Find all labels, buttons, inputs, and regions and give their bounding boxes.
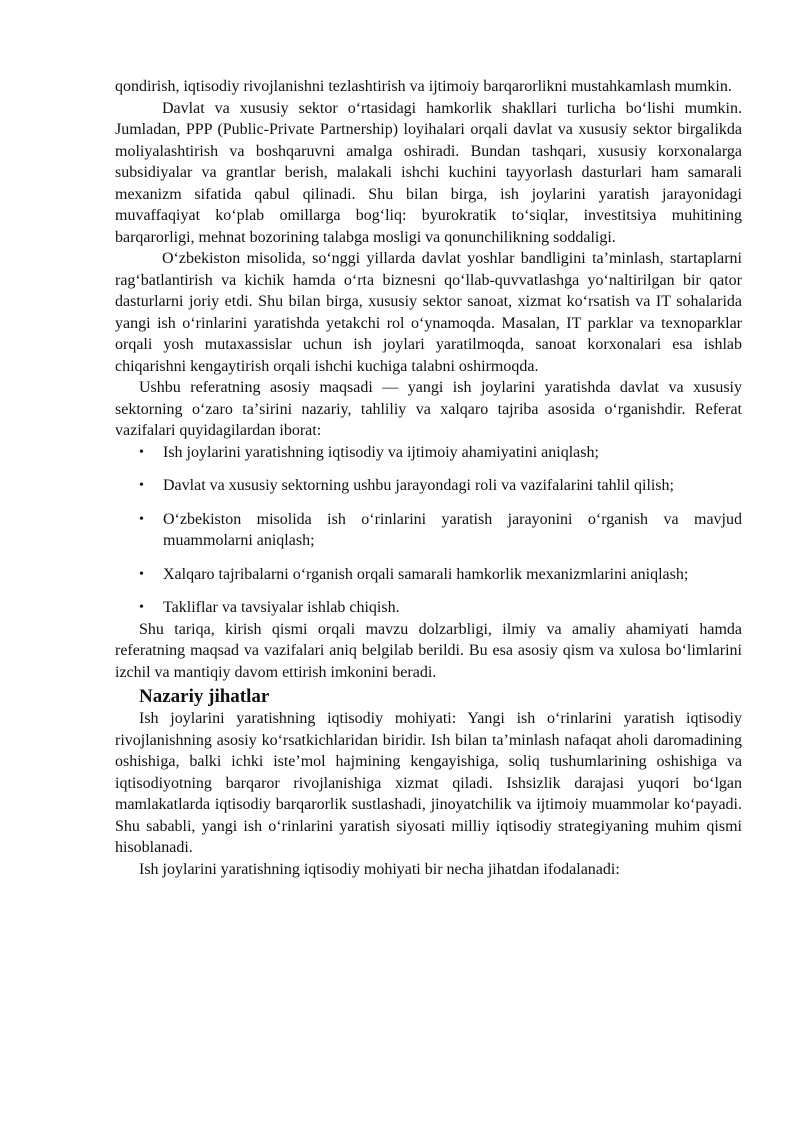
list-item [115,475,742,497]
paragraph-aspects-lead: Ish joylarini yaratishning iqtisodiy mohiyati bir necha jihatdan ifodalanadi: [139,860,620,878]
task-list [115,442,742,619]
paragraph-intro-summary: Shu tariqa, kirish qismi orqali mavzu dolzarbligi, ilmiy va amaliy ahamiyati hamda referatning maqsad va vazifalari aniq belgilab berildi. Bu esa asosiy qism va xulosa boʻlimlarini izchil va mantiqiy davom ettirish imkonini beradi. [115,620,742,681]
list-item [115,509,742,552]
document-page [115,76,742,880]
list-item-text: Ish joylarini yaratishning iqtisodiy va ijtimoiy ahamiyatini aniqlash; [163,443,599,461]
list-item-text: Oʻzbekiston misolida ish oʻrinlarini yaratish jarayonini oʻrganish va mavjud muammolarni aniqlash; [163,510,742,549]
list-item [115,564,742,586]
bullet-icon: • [139,511,144,527]
section-heading: Nazariy jihatlar [139,686,270,707]
bullet-icon: • [139,566,144,582]
list-item-text: Davlat va xususiy sektorning ushbu jarayondagi roli va vazifalarini tahlil qilish; [163,477,674,494]
list-item-text: Takliflar va tavsiyalar ishlab chiqish. [163,599,400,616]
bullet-icon: • [139,478,144,493]
bullet-icon: • [139,600,144,615]
paragraph-economic-essence: Ish joylarini yaratishning iqtisodiy mohiyati: Yangi ish oʻrinlarini yaratish iqtisodiy rivojlanishning asosiy koʻrsatkichlaridan biridir. Ish bilan taʼminlash nafaqat aholi daromadining oshishiga, balki ichki isteʼmol hajmining kengayishiga, soliq tushumlarining oshishiga va iqtisodiyotning barqaror rivojlanishiga xizmat qiladi. Ishsizlik darajasi yuqori boʻlgan mamlakatlarda iqtisodiy barqarorlik sustlashadi, jinoyatchilik va ijtimoiy muammolar koʻpayadi. Shu sababli, yangi ish oʻrinlarini yaratish siyosati milliy iqtisodiy strategiyaning muhim qismi hisoblanadi. [115,710,742,856]
paragraph-partnership-forms: Davlat va xususiy sektor oʻrtasidagi hamkorlik shakllari turlicha boʻlishi mumkin. Jumladan, PPP (Public-Private Partnership) loyihalari orqali davlat va xususiy sektor birgalikda moliyalashtirish va boshqaruvni amalga oshiradi. Bundan tashqari, xususiy korxonalarga subsidiyalar va grantlar berish, malakali ishchi kuchini tayyorlash dasturlari ham samarali mexanizm sifatida qabul qilinadi. Shu bilan birga, ish joylarini yaratish jarayonidagi muvaffaqiyat koʻplab omillarga bogʻliq: byurokratik toʻsiqlar, investitsiya muhitining barqarorligi, mehnat bozorining talabga mosligi va qonunchilikning soddaligi. [115,99,742,246]
bullet-icon: • [139,444,144,460]
paragraph-uzbekistan-example: Oʻzbekiston misolida, soʻnggi yillarda davlat yoshlar bandligini taʼminlash, startaplarni ragʻbatlantirish va kichik hamda oʻrta biznesni qoʻllab-quvvatlashga yoʻnaltirilgan bir qator dasturlarni joriy etdi. Shu bilan birga, xususiy sektor sanoat, xizmat koʻrsatish va IT sohalarida yangi ish oʻrinlarini yaratishda yetakchi rol oʻynamoqda. Masalan, IT parklar va texnoparklar orqali yosh mutaxassislar uchun ish joylari yaratilmoqda, sanoat korxonalari esa ishlab chiqarishni kengaytirish orqali ishchi kuchiga talabni oshirmoqda. [115,250,742,375]
list-item [115,597,742,619]
list-item [115,442,742,464]
paragraph-continuation: qondirish, iqtisodiy rivojlanishni tezlashtirish va ijtimoiy barqarorlikni mustahkamlash mumkin. [115,78,732,95]
list-item-text: Xalqaro tajribalarni oʻrganish orqali samarali hamkorlik mexanizmlarini aniqlash; [163,565,689,583]
paragraph-referat-goal: Ushbu referatning asosiy maqsadi — yangi ish joylarini yaratishda davlat va xususiy sektorning oʻzaro taʼsirini nazariy, tahliliy va xalqaro tajriba asosida oʻrganishdir. Referat vazifalari quyidagilardan iborat: [115,379,742,439]
